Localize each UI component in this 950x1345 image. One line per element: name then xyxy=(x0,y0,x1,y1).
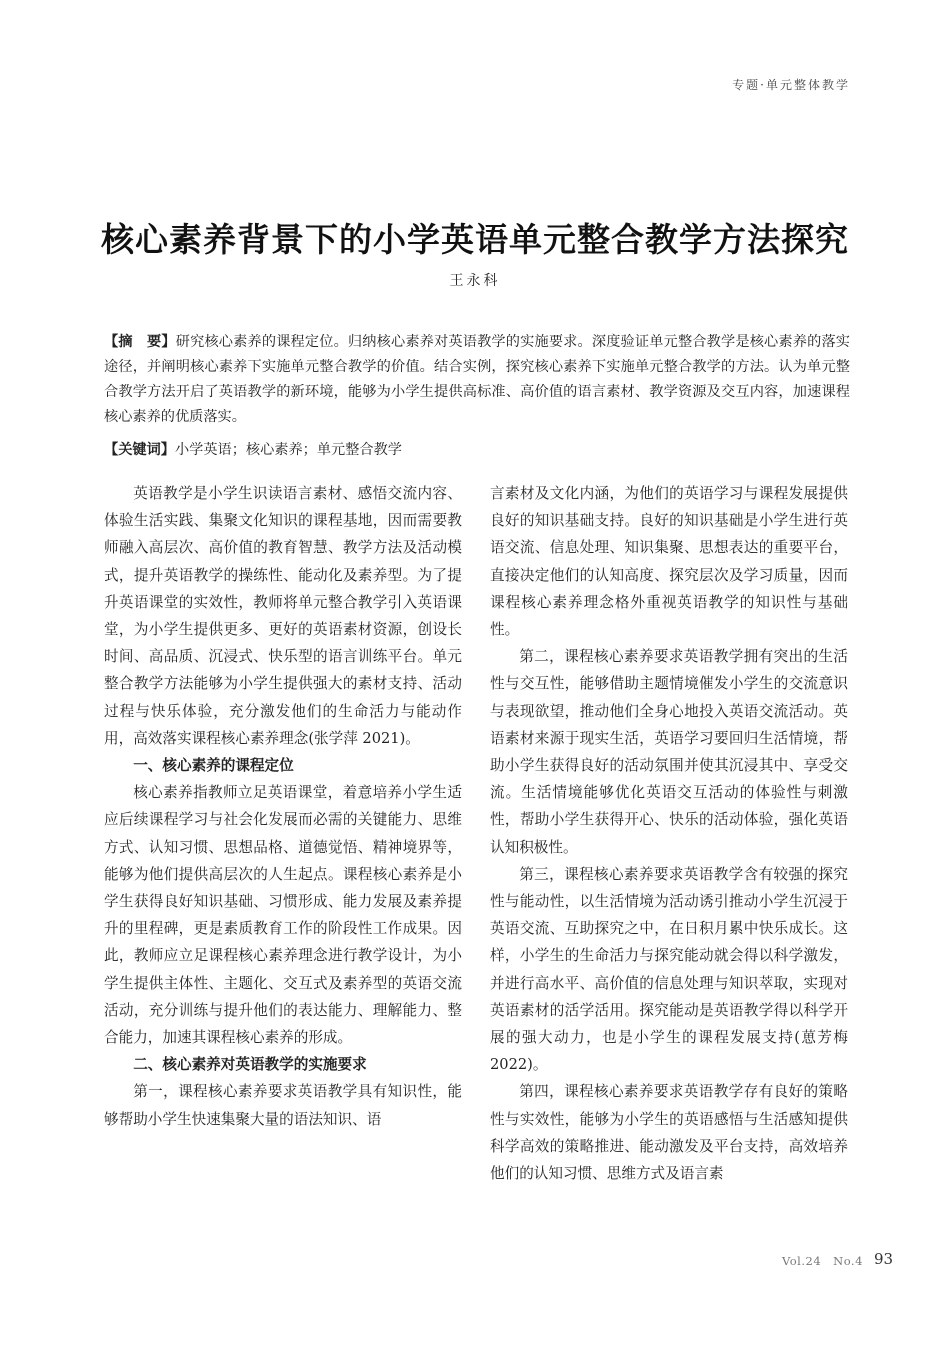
paragraph: 第二，课程核心素养要求英语教学拥有突出的生活性与交互性，能够借助主题情境催发小学生的交流意识与表现欲望，推动他们全身心地投入英语交流活动。英语素材来源于现实生活，英语学习要回归生活情境，帮助小学生获得良好的活动氛围并使其沉浸其中、享受交流。生活情境能够优化英语交互活动的体验性与刺激性，帮助小学生获得开心、快乐的活动体验，强化英语认知积极性。 xyxy=(490,648,848,856)
keywords-text: 小学英语；核心素养；单元整合教学 xyxy=(174,442,402,458)
section-heading: 一、核心素养的课程定位 xyxy=(133,757,294,775)
right-column xyxy=(490,480,848,1187)
article-title: 核心素养背景下的小学英语单元整合教学方法探究 xyxy=(101,220,849,259)
paragraph: 第一，课程核心素养要求英语教学具有知识性，能够帮助小学生快速集聚大量的语法知识、语 xyxy=(104,1083,462,1128)
paragraph: 英语教学是小学生识读语言素材、感悟交流内容、体验生活实践、集聚文化知识的课程基地，因而需要教师融入高层次、高价值的教育智慧、教学方法及活动模式，提升英语教学的操练性、能动化及素养型。为了提升英语课堂的实效性，教师将单元整合教学引入英语课堂，为小学生提供更多、更好的英语素材资源，创设长时间、高品质、沉浸式、快乐型的语言训练平台。单元整合教学方法能够为小学生提供强大的素材支持、活动过程与快乐体验，充分激发他们的生命活力与能动作用，高效落实课程核心素养理念(张学萍 2021)。 xyxy=(104,485,462,747)
page-number: 93 xyxy=(874,1250,894,1268)
abstract xyxy=(104,330,850,430)
abstract-text: 研究核心素养的课程定位。归纳核心素养对英语教学的实施要求。深度验证单元整合教学是核心素养的落实途径，并阐明核心素养下实施单元整合教学的价值。结合实例，探究核心素养下实施单元整合教学的方法。认为单元整合教学方法开启了英语教学的新环境，能够为小学生提供高标准、高价值的语言素材、教学资源及交互内容，加速课程核心素养的优质落实。 xyxy=(104,334,850,425)
keywords-label: 【关键词】 xyxy=(104,442,175,458)
volume-info: Vol.24 No.4 xyxy=(782,1254,863,1268)
paragraph: 第四，课程核心素养要求英语教学存有良好的策略性与实效性，能够为小学生的英语感悟与生活感知提供科学高效的策略推进、能动激发及平台支持，高效培养他们的认知习惯、思维方式及语言素 xyxy=(490,1083,848,1183)
paragraph: 核心素养指教师立足英语课堂，着意培养小学生适应后续课程学习与社会化发展而必需的关键能力、思维方式、认知习惯、思想品格、道德觉悟、精神境界等，能够为他们提供高层次的人生起点。课程核心素养是小学生获得良好知识基础、习惯形成、能力发展及素养提升的里程碑，更是素质教育工作的阶段性工作成果。因此，教师应立足课程核心素养理念进行教学设计，为小学生提供主体性、主题化、交互式及素养型的英语交流活动，充分训练与提升他们的表达能力、理解能力、整合能力，加速其课程核心素养的形成。 xyxy=(104,784,462,1047)
keywords xyxy=(104,438,850,463)
article-author: 王永科 xyxy=(449,273,501,289)
section-heading: 二、核心素养对英语教学的实施要求 xyxy=(133,1056,367,1074)
paragraph: 第三，课程核心素养要求英语教学含有较强的探究性与能动性，以生活情境为活动诱引推动小学生沉浸于英语交流、互助探究之中，在日积月累中快乐成长。这样，小学生的生命活力与探究能动就会得以科学激发，并进行高水平、高价值的信息处理与知识萃取，实现对英语素材的活学活用。探究能动是英语教学得以科学开展的强大动力，也是小学生的课程发展支持(葸芳梅 2022)。 xyxy=(490,865,848,1074)
running-header: 专题·单元整体教学 xyxy=(732,78,850,92)
left-column xyxy=(104,480,462,1133)
paragraph: 言素材及文化内涵，为他们的英语学习与课程发展提供良好的知识基础支持。良好的知识基础是小学生进行英语交流、信息处理、知识集聚、思想表达的重要平台，直接决定他们的认知高度、探究层次及学习质量，因而课程核心素养理念格外重视英语教学的知识性与基础性。 xyxy=(490,485,848,639)
abstract-label: 【摘 要】 xyxy=(104,334,176,350)
